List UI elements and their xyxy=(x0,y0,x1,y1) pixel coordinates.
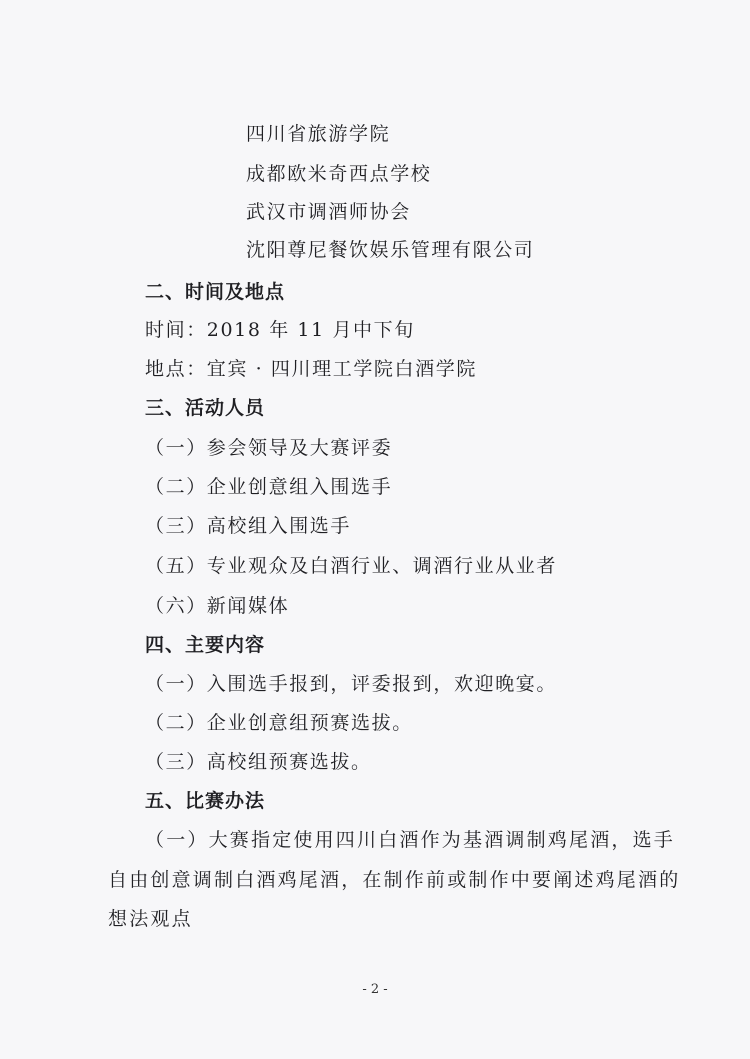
event-place: 地点：宜宾 · 四川理工学院白酒学院 xyxy=(145,358,477,380)
paragraph-line: 自由创意调制白酒鸡尾酒，在制作前或制作中要阐述鸡尾酒的 xyxy=(108,869,681,891)
section-heading: 五、比赛办法 xyxy=(145,790,266,812)
paragraph-line: 想法观点 xyxy=(108,908,193,930)
list-item: （二）企业创意组预赛选拔。 xyxy=(145,712,413,734)
list-item: （一）参会领导及大赛评委 xyxy=(145,437,393,459)
list-item: （二）企业创意组入围选手 xyxy=(145,476,393,498)
organization-line: 武汉市调酒师协会 xyxy=(246,201,411,223)
list-item: （五）专业观众及白酒行业、调酒行业从业者 xyxy=(145,555,558,577)
list-item: （六）新闻媒体 xyxy=(145,595,290,617)
section-heading: 四、主要内容 xyxy=(145,634,266,656)
page-number: - 2 - xyxy=(362,982,388,997)
list-item: （三）高校组预赛选拔。 xyxy=(145,751,372,773)
list-item: （一）入围选手报到，评委报到，欢迎晚宴。 xyxy=(145,673,558,695)
list-item: （三）高校组入围选手 xyxy=(145,515,352,537)
section-heading: 三、活动人员 xyxy=(145,397,266,419)
paragraph-line: （一）大赛指定使用四川白酒作为基酒调制鸡尾酒，选手 xyxy=(145,829,676,851)
organization-line: 成都欧米奇西点学校 xyxy=(246,163,432,185)
section-heading: 二、时间及地点 xyxy=(145,281,286,303)
event-time: 时间：2018 年 11 月中下旬 xyxy=(145,319,415,341)
organization-line: 四川省旅游学院 xyxy=(246,123,391,145)
organization-line: 沈阳尊尼餐饮娱乐管理有限公司 xyxy=(246,239,535,261)
